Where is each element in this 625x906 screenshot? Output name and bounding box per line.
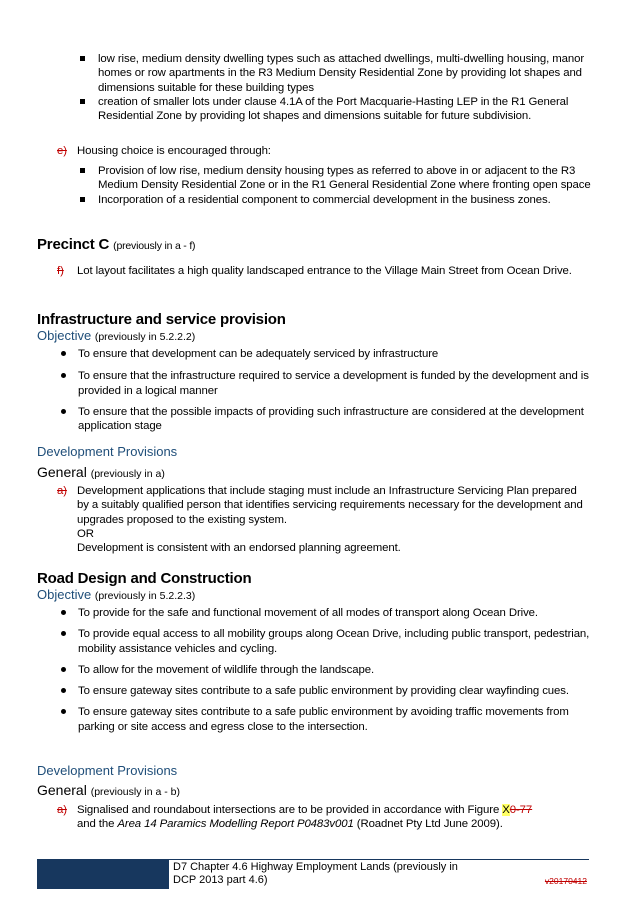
objective-note: (previously in 5.2.2.3) <box>94 590 196 602</box>
road-design-heading: Road Design and Construction <box>37 570 252 587</box>
item-a-text: Development applications that include staging must include an Infrastructure Servicing Plan prepared by a suitably qualified person that identifies servicing requirements necessary for the development and upgrades proposed to the existing system. <box>77 485 583 526</box>
list-item: low rise, medium density dwelling types such as attached dwellings, multi-dwelling housing, manor homes or row apartments in the R3 Medium Density Residential Zone by providing lot shapes and dimensions suitable for these building types <box>80 52 595 95</box>
general-note: (previously in a - b) <box>90 786 180 798</box>
provision-item-e <box>57 144 587 158</box>
list-item: Provision of low rise, medium density housing types as referred to above in or adjacent to the R3 Medium Density Residential Zone or in the R1 General Residential Zone where fronting open space <box>80 164 595 193</box>
item-text: Lot layout facilitates a high quality landscaped entrance to the Village Main Street from Ocean Drive. <box>77 265 572 277</box>
list-item: To ensure that the possible impacts of providing such infrastructure are considered at the development application stage <box>60 405 590 434</box>
item-a-alt-text: Development is consistent with an endorsed planning agreement. <box>77 542 401 555</box>
objective-label: Objective <box>37 328 92 343</box>
housing-choice-list <box>80 164 595 207</box>
version-stamp: v20170412 <box>544 876 587 886</box>
precinct-c-heading <box>37 236 195 255</box>
heading-text: Precinct C <box>37 236 110 253</box>
figure-ref-struck: 0-77 <box>509 804 533 816</box>
infrastructure-general <box>37 464 165 483</box>
item-text: Housing choice is encouraged through: <box>77 145 271 157</box>
item-a-mid: and the <box>77 818 118 831</box>
housing-types-list <box>80 52 595 123</box>
list-item: To ensure that the infrastructure required to service a development is funded by the development and is provided in a logical manner <box>60 369 590 398</box>
road-objectives-list <box>60 606 590 734</box>
item-a-post: (Roadnet Pty Ltd June 2009). <box>353 818 503 831</box>
objective-label: Objective <box>37 587 92 602</box>
list-item: creation of smaller lots under clause 4.1A of the Port Macquarie-Hasting LEP in the R1 General Residential Zone by providing lot shapes and dimensions suitable for future subdivision. <box>80 95 595 124</box>
general-label: General <box>37 464 87 480</box>
list-item: To ensure that development can be adequately serviced by infrastructure <box>60 347 590 361</box>
list-item: To allow for the movement of wildlife through the landscape. <box>60 663 590 677</box>
objective-note: (previously in 5.2.2.2) <box>94 331 196 343</box>
item-text <box>57 484 587 555</box>
list-item: To ensure gateway sites contribute to a safe public environment by avoiding traffic movements from parking or site access and egress close to the intersection. <box>60 705 590 734</box>
provision-item-f <box>57 264 587 278</box>
road-general <box>37 782 180 801</box>
list-item: To provide for the safe and functional movement of all modes of transport along Ocean Drive. <box>60 606 590 620</box>
list-item: To provide equal access to all mobility groups along Ocean Drive, including public transport, pedestrian, mobility assistance vehicles and cycling. <box>60 627 590 656</box>
or-text: OR <box>77 527 94 540</box>
infrastructure-heading: Infrastructure and service provision <box>37 311 286 328</box>
report-title: Area 14 Paramics Modelling Report P0483v001 <box>117 818 354 831</box>
heading-note: (previously in a - f) <box>113 240 196 252</box>
footer-title: D7 Chapter 4.6 Highway Employment Lands (previously in DCP 2013 part 4.6) <box>173 861 458 886</box>
item-letter: e) <box>57 145 67 157</box>
road-item-a <box>57 803 587 832</box>
item-a-pre: Signalised and roundabout intersections are to be provided in accordance with Figure <box>77 804 503 816</box>
infrastructure-objectives-list <box>60 347 590 433</box>
road-dev-provisions: Development Provisions <box>37 763 178 778</box>
road-objective <box>37 587 195 604</box>
infrastructure-dev-provisions: Development Provisions <box>37 444 178 459</box>
figure-ref-highlight: X <box>502 804 510 816</box>
infrastructure-item-a <box>57 484 587 555</box>
list-item: To ensure gateway sites contribute to a safe public environment by providing clear wayfinding cues. <box>60 684 590 698</box>
item-letter: a) <box>57 804 67 816</box>
item-letter: f) <box>57 265 64 277</box>
item-text <box>57 803 587 832</box>
general-label: General <box>37 782 87 798</box>
footer-rule <box>169 859 589 860</box>
footer-color-bar <box>37 859 169 889</box>
infrastructure-objective <box>37 328 195 345</box>
item-letter: a) <box>57 485 67 497</box>
list-item: Incorporation of a residential component to commercial development in the business zones. <box>80 193 595 207</box>
general-note: (previously in a) <box>90 468 165 480</box>
